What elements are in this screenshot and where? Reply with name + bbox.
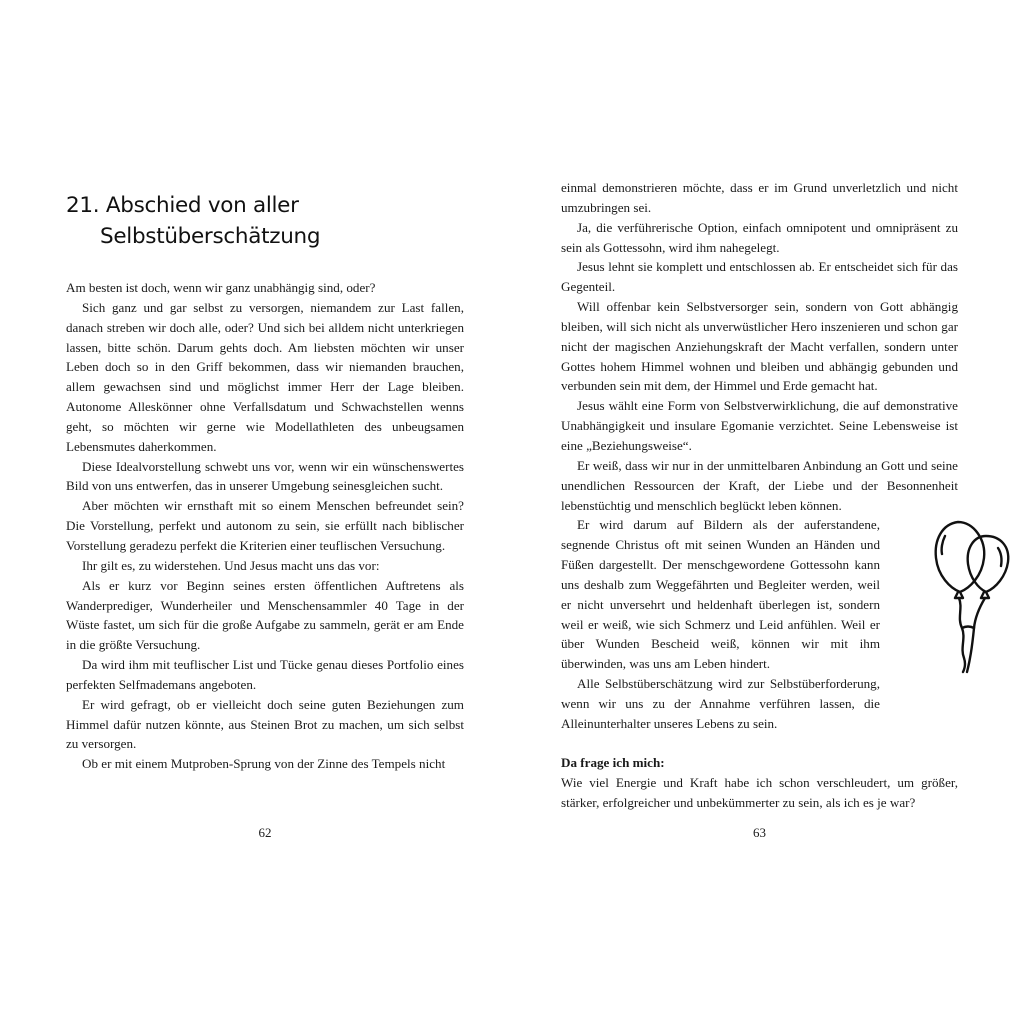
paragraph: einmal demonstrieren möchte, dass er im Grund unverletzlich und nicht umzubringen sei. <box>561 180 958 215</box>
paragraph: Als er kurz vor Beginn seines ersten öffentlichen Auftretens als Wanderprediger, Wunderheiler und Menschensammler 40 Tage in der Wüste fastet, um sich für die große Aufgabe zu sammeln, gerät er am Ende in die größte Versuchung. <box>66 577 464 653</box>
page-number-left: 62 <box>258 825 272 840</box>
balloon-icon <box>932 514 1014 674</box>
paragraph: Da wird ihm mit teuflischer List und Tücke genau dieses Portfolio eines perfekten Selfmademans angeboten. <box>66 657 464 692</box>
paragraph: Ob er mit einem Mutproben-Sprung von der Zinne des Tempels nicht <box>82 756 446 772</box>
paragraph: Er weiß, dass wir nur in der unmittelbaren Anbindung an Gott und seine unendlichen Ressourcen der Kraft, der Liebe und der Besonnenheit lebenstüchtig und menschlich beglückt leben können. <box>561 457 958 513</box>
paragraph: Jesus wählt eine Form von Selbstverwirklichung, die auf demonstrative Unabhängigkeit und insulare Egomanie verzichtet. Seine Lebensweise ist eine „Beziehungsweise“. <box>561 398 958 453</box>
paragraph: Am besten ist doch, wenn wir ganz unabhängig sind, oder? <box>66 280 376 295</box>
paragraph: Alle Selbstüberschätzung wird zur Selbstüberforderung, wenn wir uns zu der Annahme verführen lassen, die Alleinunterhalter unseres Lebens zu sein. <box>561 676 880 731</box>
chapter-title <box>66 190 466 252</box>
paragraph: Sich ganz und gar selbst zu versorgen, niemandem zur Last fallen, danach streben wir doch alle, oder? Und sich bei alldem nicht unterkriegen lassen, bitte schön. Darum gehts doch. Am liebsten möchten wir unser Leben doch so in den Griff bekommen, dass wir niemanden brauchen, allem gewachsen sind und möglichst immer Herr der Lage bleiben. Autonome Alleskönner ohne Verfallsdatum und Schwachstellen wenns geht, so möchten wir gerne wie Modellathleten des unbeugsamen Lebensmutes daherkommen. <box>66 299 464 454</box>
paragraph: Jesus lehnt sie komplett und entschlossen ab. Er entscheidet sich für das Gegenteil. <box>561 259 958 295</box>
paragraph: Er wird gefragt, ob er vielleicht doch seine guten Beziehungen zum Himmel dafür nutzen könnte, aus Steinen Brot zu machen, um sich selbst zu versorgen. <box>66 696 464 752</box>
left-body-text <box>66 278 464 774</box>
paragraph: Diese Idealvorstellung schwebt uns vor, wenn wir ein wünschenswertes Bild von uns entwerfen, das in unserer Umgebung seinesgleichen sucht. <box>66 458 464 494</box>
chapter-title-line2: Selbstüberschätzung <box>100 224 321 250</box>
paragraph: Aber möchten wir ernsthaft mit so einem Menschen befreundet sein? Die Vorstellung, perfekt und autonom zu sein, sie erfüllt nach biblischer Vorstellung geradezu perfekt die Kriterien einer teuflischen Versuchung. <box>66 498 464 553</box>
paragraph: Er wird darum auf Bildern als der auferstandene, segnende Christus oft mit seinen Wunden an Händen und Füßen dargestellt. Der menschgewordene Gottessohn kann uns deshalb zum Weggefährten und Begleiter werden, weil er nicht unversehrt und heldenhaft überlegen ist, sondern weil er weiß, wie sich Schmerz und Leid anfühlen. Weil er über Wunden Bescheid weiß, können wir mit ihm überwinden, was uns am Leben hindert. <box>561 517 880 672</box>
paragraph: Ihr gilt es, zu widerstehen. Und Jesus macht uns das vor: <box>82 557 380 573</box>
paragraph: Will offenbar kein Selbstversorger sein, sondern von Gott abhängig bleiben, will sich nicht als unverwüstlicher Hero inszenieren und schon gar nicht der magischen Anziehungskraft der Macht verfallen, sondern unter Gottes hohem Himmel wohnen und bleiben und abhängig gebunden und verbunden sein mit dem, der Himmel und Erde gemacht hat. <box>561 299 958 394</box>
chapter-title-line1: 21. Abschied von aller <box>66 193 299 219</box>
right-body-text <box>561 178 958 813</box>
question-text: Wie viel Energie und Kraft habe ich schon verschleudert, um größer, stärker, erfolgreicher und unbekümmerter zu sein, als ich es je war? <box>561 775 958 811</box>
paragraph: Ja, die verführerische Option, einfach omnipotent und omnipräsent zu sein als Gottessohn, wird ihm nahegelegt. <box>561 219 958 255</box>
question-heading: Da frage ich mich: <box>561 755 665 771</box>
page-number-right: 63 <box>753 825 766 840</box>
